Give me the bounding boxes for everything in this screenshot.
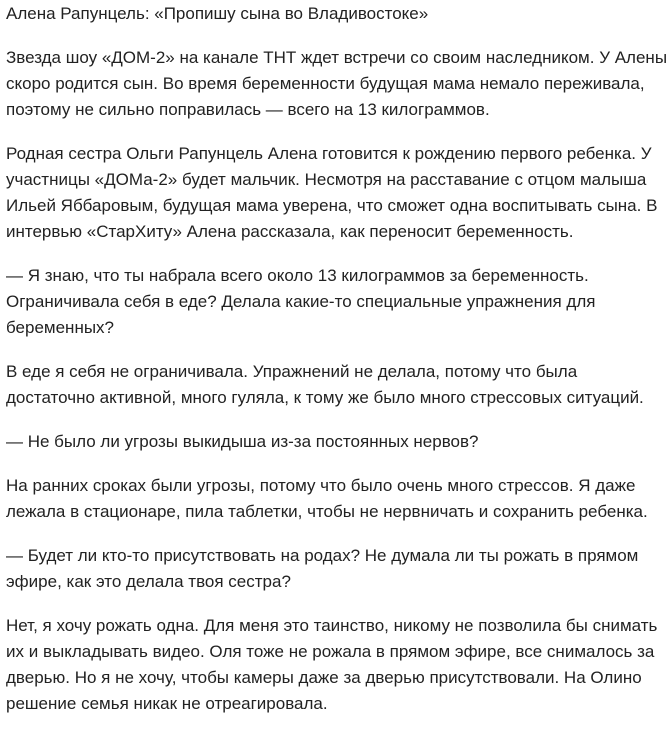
interview-question-threat: — Не было ли угрозы выкидыша из-за постоянных нервов? bbox=[6, 432, 479, 451]
interview-answer-weight: В еде я себя не ограничивала. Упражнений не делала, потому что была достаточно активной, много гуляла, к тому же было много стрессовых ситуаций. bbox=[6, 362, 644, 407]
interview-question-weight: — Я знаю, что ты набрала всего около 13 килограммов за беременность. Ограничивала себя в еде? Делала какие-то специальные упражнения для беременных? bbox=[6, 266, 596, 337]
interview-answer-threat: На ранних сроках были угрозы, потому что было очень много стрессов. Я даже лежала в стационаре, пила таблетки, чтобы не нервничать и сохранить ребенка. bbox=[6, 476, 648, 521]
article-title: Алена Рапунцель: «Пропишу сына во Владивостоке» bbox=[6, 4, 429, 23]
interview-question-birth: — Будет ли кто-то присутствовать на родах? Не думала ли ты рожать в прямом эфире, как это делала твоя сестра? bbox=[6, 546, 639, 591]
interview-answer-birth: Нет, я хочу рожать одна. Для меня это таинство, никому не позволила бы снимать их и выкладывать видео. Оля тоже не рожала в прямом эфире, все снималось за дверью. Но я не хочу, чтобы камеры даже за дверью присутствовали. На Олино решение семья никак не отреагировала. bbox=[6, 616, 658, 713]
article-paragraph-intro: Звезда шоу «ДОМ-2» на канале ТНТ ждет встречи со своим наследником. У Алены скоро родится сын. Во время беременности будущая мама немало переживала, поэтому не сильно поправилась — всего на 13 килограммов. bbox=[6, 48, 668, 119]
article-paragraph-background: Родная сестра Ольги Рапунцель Алена готовится к рождению первого ребенка. У участницы «ДОМа-2» будет мальчик. Несмотря на расставание с отцом малыша Ильей Яббаровым, будущая мама уверена, что сможет одна воспитывать сына. В интервью «СтарХиту» Алена рассказала, как переносит беременность. bbox=[6, 144, 658, 241]
